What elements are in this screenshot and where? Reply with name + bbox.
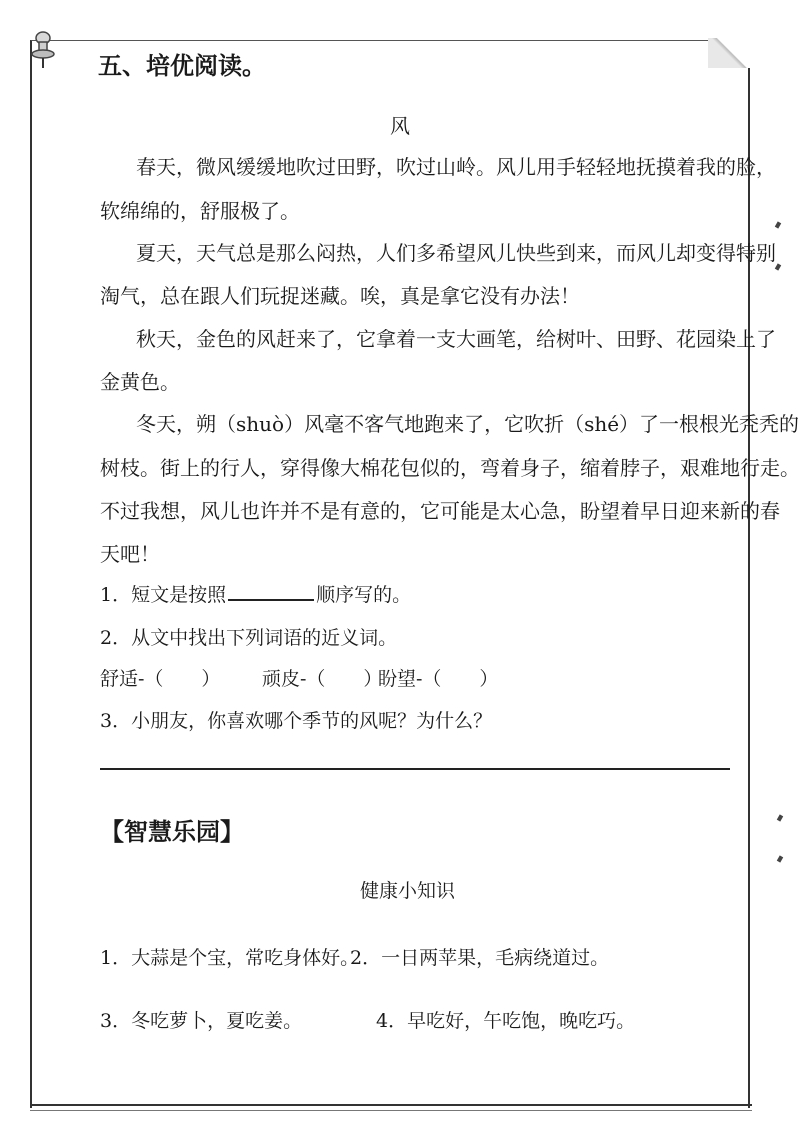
wisdom-park-heading: 【智慧乐园】 xyxy=(100,818,244,846)
pushpin-icon xyxy=(28,30,58,70)
synonym-item-1[interactable]: 舒适-（ ） xyxy=(100,668,221,690)
section-divider xyxy=(100,768,730,770)
section-heading: 五、培优阅读。 xyxy=(98,52,266,80)
para-spring-line-1: 春天，微风缓缓地吹过田野，吹过山岭。风儿用手轻轻地抚摸着我的脸， xyxy=(136,155,776,179)
para-winter-line-1: 冬天，朔（shuò）风毫不客气地跑来了，它吹折（shé）了一根根光秃秃的 xyxy=(136,412,800,436)
para-summer-line-2: 淘气，总在跟人们玩捉迷藏。唉，真是拿它没有办法！ xyxy=(100,284,580,308)
scan-speck xyxy=(775,263,781,270)
page-corner-fold xyxy=(708,38,754,68)
tip-2: 2．一日两苹果，毛病绕道过。 xyxy=(350,947,610,969)
scan-speck xyxy=(777,814,783,821)
synonym-item-3[interactable]: 盼望-（ ） xyxy=(378,668,499,690)
question-1-text: 1．短文是按照 xyxy=(100,584,227,606)
question-1 xyxy=(100,580,411,607)
tip-4: 4．早吃好，午吃饱，晚吃巧。 xyxy=(376,1010,636,1032)
answer-blank[interactable] xyxy=(228,581,314,601)
synonym-item-2[interactable]: 顽皮-（ ） xyxy=(262,668,383,690)
scan-speck xyxy=(777,855,783,862)
para-autumn-line-2: 金黄色。 xyxy=(100,370,180,394)
para-summer-line-1: 夏天，天气总是那么闷热，人们多希望风儿快些到来，而风儿却变得特别 xyxy=(136,241,776,265)
para-winter-line-4: 天吧！ xyxy=(100,542,160,566)
scan-speck xyxy=(775,221,781,228)
worksheet-bottom-edge xyxy=(30,1104,752,1111)
tip-1: 1．大蒜是个宝，常吃身体好。 xyxy=(100,947,360,969)
story-title: 风 xyxy=(390,114,410,138)
wisdom-park-title: 健康小知识 xyxy=(360,880,456,902)
para-autumn-line-1: 秋天，金色的风赶来了，它拿着一支大画笔，给树叶、田野、花园染上了 xyxy=(136,327,776,351)
question-1-tail: 顺序写的。 xyxy=(316,584,412,606)
question-2: 2．从文中找出下列词语的近义词。 xyxy=(100,627,398,649)
question-3: 3．小朋友，你喜欢哪个季节的风呢？为什么？ xyxy=(100,710,493,732)
para-winter-line-3: 不过我想，风儿也许并不是有意的，它可能是太心急，盼望着早日迎来新的春 xyxy=(100,499,780,523)
para-winter-line-2: 树枝。街上的行人，穿得像大棉花包似的，弯着身子，缩着脖子，艰难地行走。 xyxy=(100,456,800,480)
tip-3: 3．冬吃萝卜，夏吃姜。 xyxy=(100,1010,303,1032)
para-spring-line-2: 软绵绵的，舒服极了。 xyxy=(100,199,300,223)
